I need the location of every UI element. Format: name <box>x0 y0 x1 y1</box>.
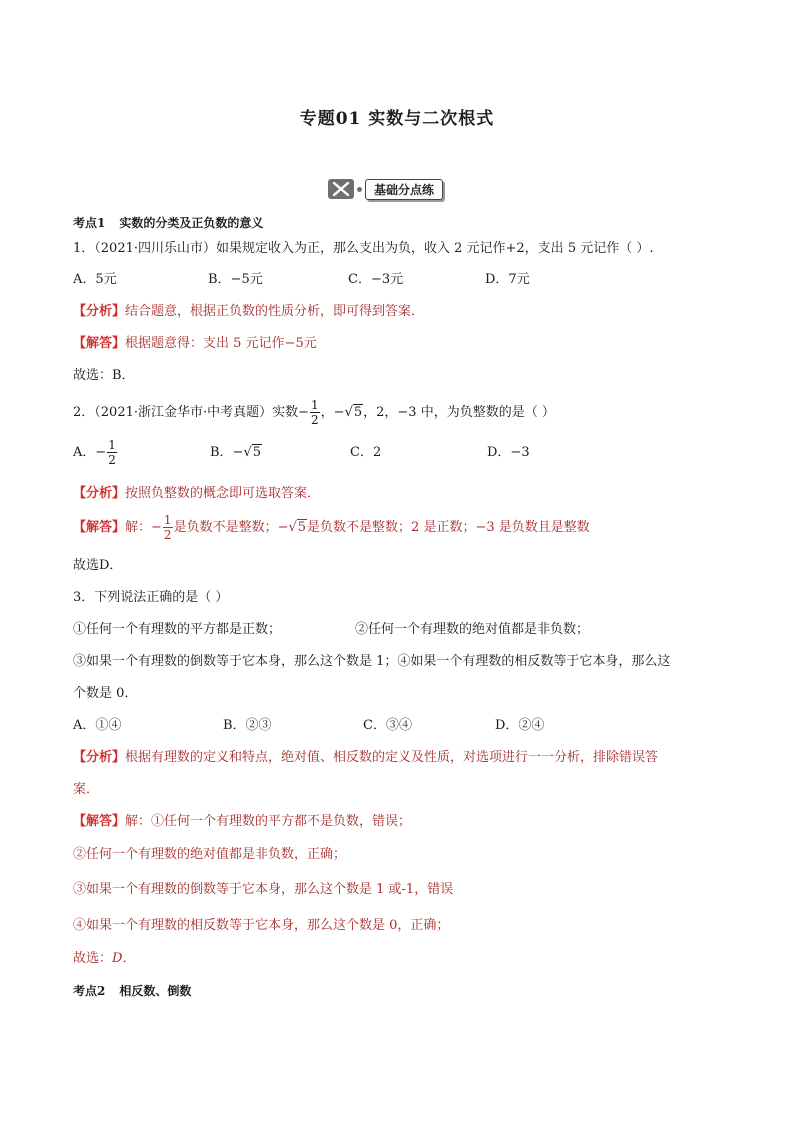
analysis-text: 根据有理数的定义和特点，绝对值、相反数的定义及性质，对选项进行一一分析，排除错误答 <box>125 750 659 765</box>
analysis-text: 按照负整数的概念即可选取答案． <box>125 486 321 501</box>
q3-option-d: D．②④ <box>495 718 545 733</box>
q1-option-b: B．−5元 <box>208 272 263 287</box>
q3-stem: 3．下列说法正确的是（ ） <box>73 590 229 605</box>
q3-answer-2: ②任何一个有理数的绝对值都是非负数，正确； <box>73 847 347 862</box>
q1-option-a: A．5元 <box>73 272 117 287</box>
kp-number: 考点2 <box>73 984 106 998</box>
q3-option-c: C．③④ <box>363 718 412 733</box>
fraction <box>310 398 320 427</box>
q2-answer <box>73 512 590 544</box>
q3-analysis <box>73 748 658 768</box>
q3-statements-2: ③如果一个有理数的倒数等于它本身，那么这个数是 1；④如果一个有理数的相反数等于它本身，那么这 <box>73 654 671 669</box>
section-banner-label: 基础分点练 <box>365 179 443 200</box>
sqrt: √5 <box>288 520 307 535</box>
answer-tag: 【解答】 <box>73 520 126 535</box>
radicand: 5 <box>252 445 262 460</box>
choice-post: ． <box>122 951 136 966</box>
q3-options <box>73 716 544 736</box>
q3-statement-2: ②任何一个有理数的绝对值都是非负数； <box>355 622 590 637</box>
q2-option-c: C．2 <box>350 445 382 460</box>
answer-mid: 是负数不是整数；− <box>173 520 289 535</box>
kp-title: 实数的分类及正负数的意义 <box>119 216 264 230</box>
q2-option-b <box>210 438 350 468</box>
q3-choice <box>73 949 135 969</box>
q1-option-d: D．7元 <box>485 272 530 287</box>
q3-statement-1: ①任何一个有理数的平方都是正数； <box>73 622 282 637</box>
q2-option-a-pre: A．− <box>73 445 107 460</box>
q2-stem-mid: ，− <box>320 405 345 420</box>
q1-choice: 故选：B． <box>73 368 135 383</box>
q2-analysis <box>73 484 320 504</box>
q2-option-a <box>73 438 210 468</box>
fraction-num: 1 <box>163 513 172 527</box>
answer-post: 是负数不是整数；2 是正数；−3 是负数且是整数 <box>307 520 590 535</box>
q2-stem-pre: 2．（2021·浙江金华市·中考真题）实数− <box>73 405 310 420</box>
q1-stem: 1．（2021·四川乐山市）如果规定收入为正，那么支出为负，收入 2 元记作+2，支出 5 元记作（ ）. <box>73 241 654 256</box>
fraction-den: 2 <box>163 528 172 542</box>
q1-answer <box>73 334 317 354</box>
answer-text: 根据题意得：支出 5 元记作−5元 <box>125 336 317 351</box>
banner-dot <box>357 187 362 192</box>
q3-analysis-cont: 案． <box>73 782 100 797</box>
analysis-tag: 【分析】 <box>73 486 126 501</box>
pencil-cross-icon <box>328 179 354 199</box>
q2-stem <box>73 398 555 427</box>
q1-option-c: C．−3元 <box>348 272 404 287</box>
fraction-num: 1 <box>311 398 319 412</box>
analysis-text: 结合题意，根据正负数的性质分析，即可得到答案． <box>125 304 425 319</box>
q3-option-a: A．①④ <box>73 718 122 733</box>
q1-options <box>73 270 530 290</box>
q2-option-b-pre: B．− <box>210 445 244 460</box>
choice-pre: 故选： <box>73 951 113 966</box>
q2-stem-post: ，2，−3 中，为负整数的是（ ） <box>363 405 555 420</box>
answer-tag: 【解答】 <box>73 336 126 351</box>
fraction <box>163 513 173 542</box>
page-title: 专题01 实数与二次根式 <box>299 109 495 129</box>
knowledge-point-1 <box>73 213 263 233</box>
analysis-tag: 【分析】 <box>73 750 126 765</box>
answer-text: 解：①任何一个有理数的平方都不是负数，错误； <box>125 814 412 829</box>
q3-answer-3: ③如果一个有理数的倒数等于它本身，那么这个数是 1 或-1，错误 <box>73 882 454 897</box>
q3-answer-4: ④如果一个有理数的相反数等于它本身，那么这个数是 0，正确； <box>73 918 450 933</box>
q3-option-b: B．②③ <box>223 718 272 733</box>
fraction-den: 2 <box>108 453 116 467</box>
sqrt: √5 <box>344 405 363 420</box>
q2-options <box>73 438 530 468</box>
answer-tag: 【解答】 <box>73 814 126 829</box>
kp-number: 考点1 <box>73 216 106 230</box>
q1-analysis <box>73 302 424 322</box>
choice-letter: D <box>112 951 123 966</box>
knowledge-point-2 <box>73 981 191 1001</box>
radicand: 5 <box>353 405 363 420</box>
q3-statements-1 <box>73 620 589 640</box>
q2-option-d: D．−3 <box>487 445 530 460</box>
analysis-tag: 【分析】 <box>73 304 126 319</box>
fraction-num: 1 <box>108 438 116 452</box>
radicand: 5 <box>297 520 307 535</box>
q3-answer-1 <box>73 812 411 832</box>
fraction-den: 2 <box>311 413 319 427</box>
kp-title: 相反数、倒数 <box>119 984 192 998</box>
q3-statements-3: 个数是 0． <box>73 686 138 701</box>
section-banner <box>328 178 443 200</box>
answer-pre: 解：− <box>125 520 162 535</box>
q2-choice: 故选D． <box>73 558 123 573</box>
fraction <box>107 438 117 467</box>
sqrt: √5 <box>243 445 262 460</box>
